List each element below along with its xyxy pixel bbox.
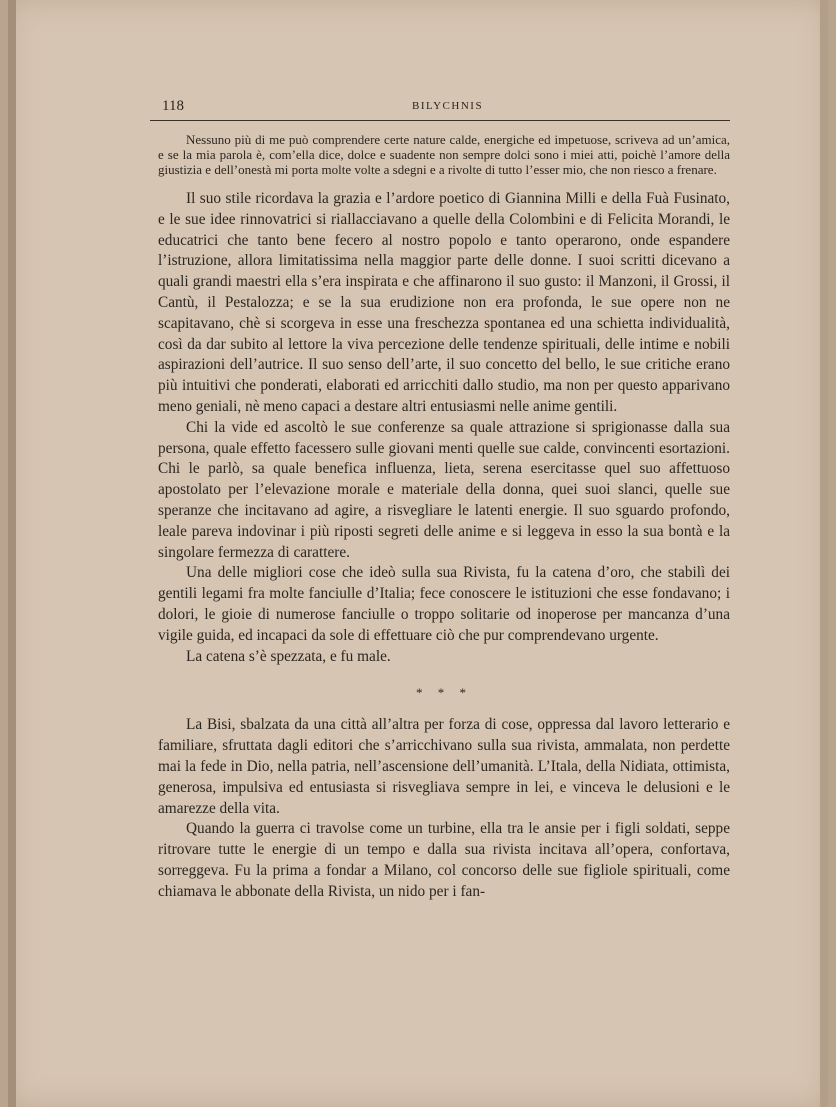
page-number: 118	[162, 98, 184, 114]
paragraph-4: La catena s’è spezzata, e fu male.	[186, 647, 391, 665]
section-separator: * * *	[416, 685, 472, 701]
paragraph-3: Una delle migliori cose che ideò sulla sua Rivista, fu la catena d’oro, che stabilì dei gentili legami fra molte fanciulle d’Italia; fece conoscere le istituzioni che esse fondavano; i dolori, le gioie di numerose fanciulle o troppo solitarie od inoperose per mancanza d’una vigile guida, ed incapaci da sole di effettuare ciò che pur comprendevano urgente.	[158, 564, 730, 644]
running-head: BILYCHNIS	[412, 100, 484, 112]
paragraph-1: Il suo stile ricordava la grazia e l’ardore poetico di Giannina Milli e della Fuà Fusinato, e le sue idee rinnovatrici si riallacciavano a quelle della Colombini e di Felicita Morandi, le educatrici che tanto bene fecero al nostro popolo e tanto operarono, onde espandere l’istruzione, allora limitatissima nella maggior parte delle donne. I suoi scritti dicevano a quali grandi maestri ella s’era inspirata e che affinarono il suo gusto: il Manzoni, il Grossi, il Cantù, il Pestalozza; e se la sua erudizione non era profonda, le sue opere non ne scapitavano, chè si scorgeva in esse una freschezza spontanea ed una schietta individualità, così da dar subito al lettore la viva percezione delle tendenze spirituali, delle intime e nobili aspirazioni dell’autrice. Il suo senso dell’arte, il suo concetto del bello, le sue critiche erano più intuitivi che ponderati, elaborati ed arricchiti dallo studio, ma non per questo apparivano meno geniali, nè meno capaci a destare altri entusiasmi nelle anime gentili.	[158, 190, 730, 415]
page-binding	[8, 0, 16, 1107]
header-rule	[150, 120, 730, 121]
paragraph-5: La Bisi, sbalzata da una città all’altra per forza di cose, oppressa dal lavoro letterario e familiare, sfruttata dagli editori che s’arricchivano sulla sua rivista, ammalata, non perdette mai la fede in Dio, nella patria, nell’ascensione dell’umanità. L’Itala, della Nidiata, ottimista, generosa, impulsiva ed entusiasta si risvegliava sempre in lei, e vinceva le delusioni e le amarezze della vita.	[158, 716, 730, 817]
article-body	[158, 132, 730, 903]
page-edge	[820, 0, 828, 1107]
page-header	[150, 98, 730, 120]
paragraph-2: Chi la vide ed ascoltò le sue conferenze sa quale attrazione si sprigionasse dalla sua persona, quale effetto facessero sulle giovani menti quelle sue calde, convincenti esortazioni. Chi le parlò, sa quale benefica influenza, lieta, serena esercitasse quel suo affettuoso apostolato per l’elevazione morale e materiale della donna, quei suoi slanci, quelle sue speranze che incitavano ad agire, a risvegliare le latenti energie. Il suo sguardo profondo, leale pareva indovinar i più riposti segreti delle anime e si leggeva in esso la sua bontà e la singolare fermezza di carattere.	[158, 418, 730, 561]
quote-paragraph: Nessuno più di me può comprendere certe nature calde, energiche ed impetuose, scriveva ad un’amica, e se la mia parola è, com’ella dice, dolce e suadente non sempre dolci sono i miei atti, poichè l’amore della giustizia e dell’onestà mi porta molte volte a sdegni e a rivolte di tutto l’esser mio, che non riesco a frenare.	[158, 132, 730, 177]
paragraph-6: Quando la guerra ci travolse come un turbine, ella tra le ansie per i figli soldati, seppe ritrovare tutte le energie di un tempo e dalla sua rivista incitava all’opera, confortava, sorreggeva. Fu la prima a fondar a Milano, col concorso delle sue figliole spirituali, come chiamava le abbonate della Rivista, un nido per i fan-	[158, 820, 730, 900]
